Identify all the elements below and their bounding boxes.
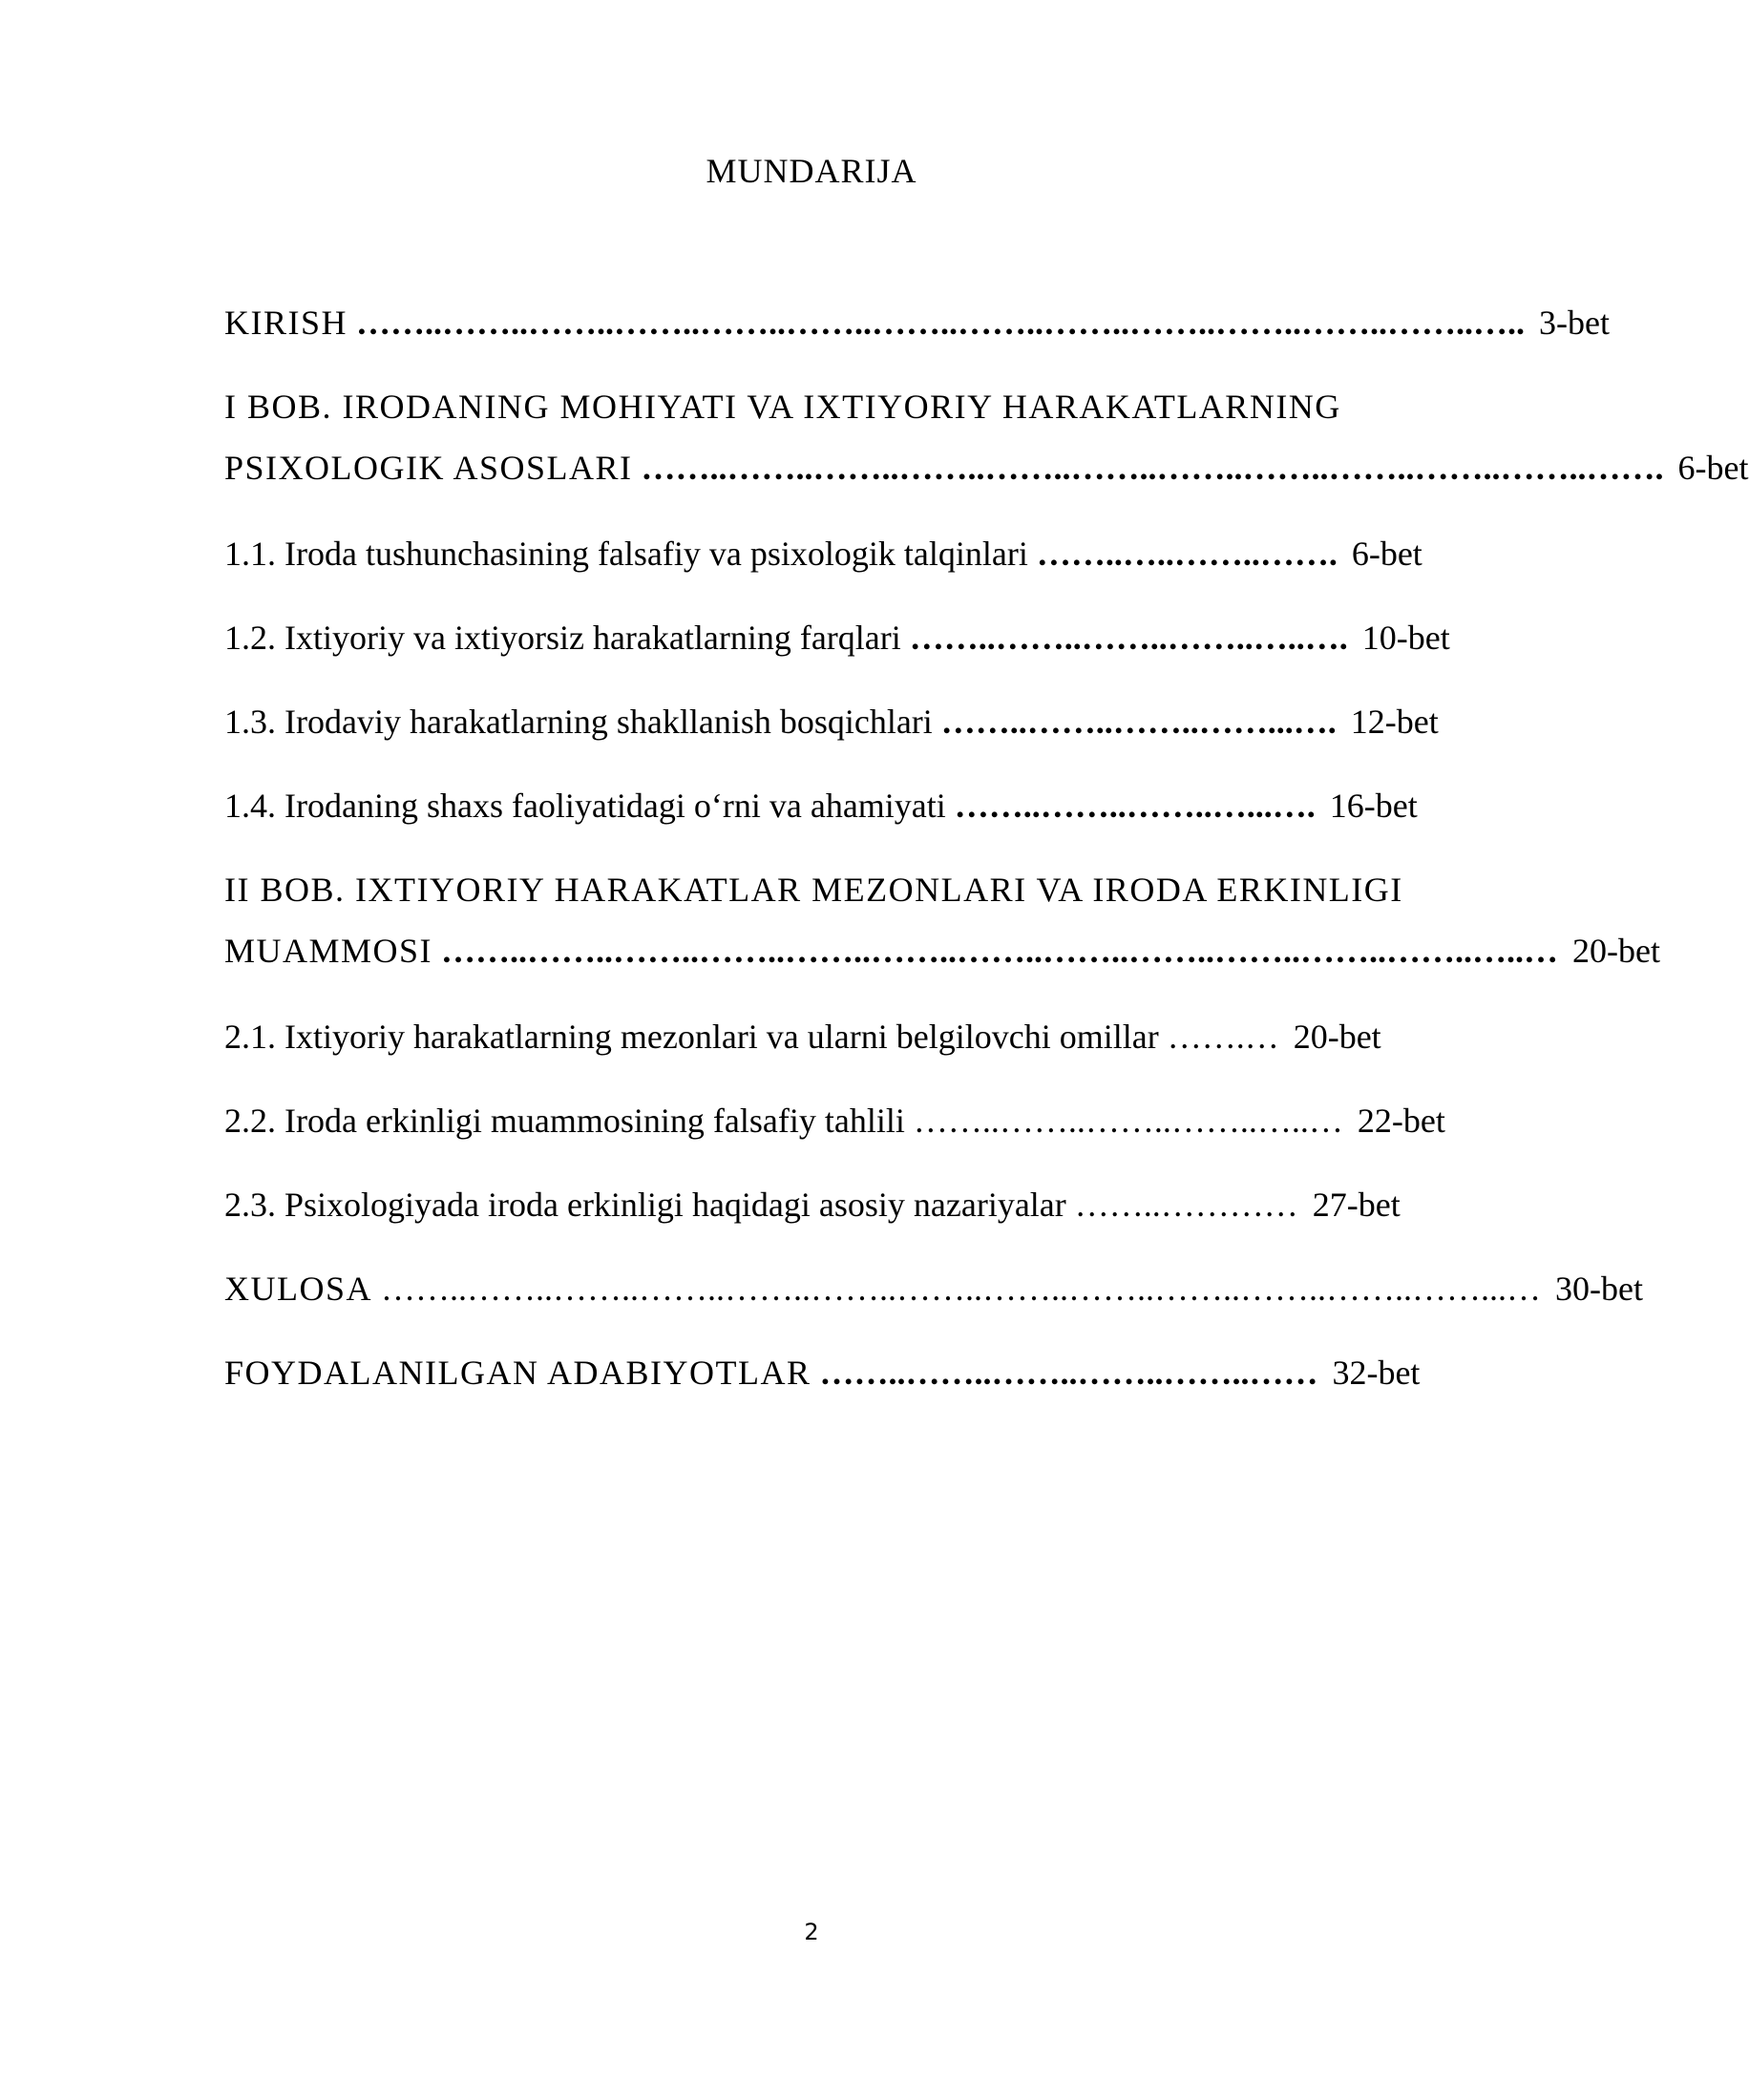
toc-page-ref: 10-bet [1361,619,1450,657]
toc-label: FOYDALANILGAN ADABIYOTLAR [224,1354,811,1392]
toc-label: 2.3. Psixologiyada iroda erkinligi haqidagi asosiy nazariyalar [224,1186,1066,1224]
toc-entry-kirish[interactable] [224,302,1610,344]
toc-entry-1-2[interactable] [224,617,1489,659]
toc-label: I BOB. IRODANING MOHIYATI VA IXTIYORIY HARAKATLARNING [224,388,1341,426]
toc-label-continued: MUAMMOSI [224,932,433,970]
toc-label: 2.2. Iroda erkinligi muammosining falsafiy tahlili [224,1102,905,1140]
toc-page-ref: 6-bet [1677,449,1749,487]
toc-page-ref: 32-bet [1332,1354,1421,1392]
toc-entry-1-1[interactable] [224,533,1489,575]
toc-entry-bob-2[interactable] [224,869,1661,972]
toc-page-ref: 27-bet [1312,1186,1401,1224]
toc-page-ref: 16-bet [1329,787,1418,825]
dot-leader: ……..……..……..……..……..……..……..……..……..……..……..……..……...… [381,1270,1542,1308]
toc-label: KIRISH [224,304,348,342]
toc-page-ref: 20-bet [1572,932,1661,970]
toc-entry-1-4[interactable] [224,785,1489,827]
toc-label: 1.3. Irodaviy harakatlarning shakllanish bosqichlari [224,703,933,741]
toc-label: II BOB. IXTIYORIY HARAKATLAR MEZONLARI VA IRODA ERKINLIGI [224,871,1403,909]
toc-page-ref: 6-bet [1351,535,1422,573]
toc-page-ref: 12-bet [1350,703,1439,741]
dot-leader: ……..……..……..……..…..…. [909,619,1348,657]
dot-leader: …….… [1167,1018,1279,1056]
toc-page-ref: 22-bet [1357,1102,1445,1140]
dot-leader: ……..…..……..……. [1036,535,1338,573]
page-title: MUNDARIJA [706,152,917,190]
dot-leader: ……..……..……..……..……..……..……..……..……..……..……..……..……..….. [356,304,1526,342]
dot-leader: ……..……..……..……...…. [940,703,1337,741]
toc-entry-2-3[interactable] [224,1184,1489,1226]
toc-label: 1.2. Ixtiyoriy va ixtiyorsiz harakatlarning farqlari [224,619,901,657]
toc-page-ref: 30-bet [1555,1270,1643,1308]
toc-entry-2-1[interactable] [224,1016,1489,1058]
dot-leader: ……..……..……..…...…. [954,787,1316,825]
toc-entry-xulosa[interactable] [224,1268,1643,1310]
toc-page-ref: 20-bet [1293,1018,1381,1056]
toc-label: XULOSA [224,1270,373,1308]
toc-entry-adabiyotlar[interactable] [224,1352,1489,1394]
page-number: 2 [804,1919,819,1945]
toc-entry-bob-1[interactable] [224,386,1749,489]
toc-entry-2-2[interactable] [224,1100,1489,1142]
dot-leader: ……..……..……..……..…..… [913,1102,1343,1140]
dot-leader: ……..……..……..……..……..……..……..……..……..……..……..……..…..… [441,932,1559,970]
toc-entry-1-3[interactable] [224,701,1489,743]
toc-label: 2.1. Ixtiyoriy harakatlarning mezonlari va ularni belgilovchi omillar [224,1018,1159,1056]
toc-label-continued: PSIXOLOGIK ASOSLARI [224,449,633,487]
toc-label: 1.4. Irodaning shaxs faoliyatidagi o‘rni va ahamiyati [224,787,946,825]
toc-label: 1.1. Iroda tushunchasining falsafiy va psixologik talqinlari [224,535,1028,573]
dot-leader: ……..……..……..……..……..……..……..……..……..……..……..……. [641,449,1664,487]
dot-leader: ……..………… [1074,1186,1298,1224]
toc-page-ref: 3-bet [1539,304,1610,342]
dot-leader: ……..……..……..……..……..…… [819,1354,1318,1392]
